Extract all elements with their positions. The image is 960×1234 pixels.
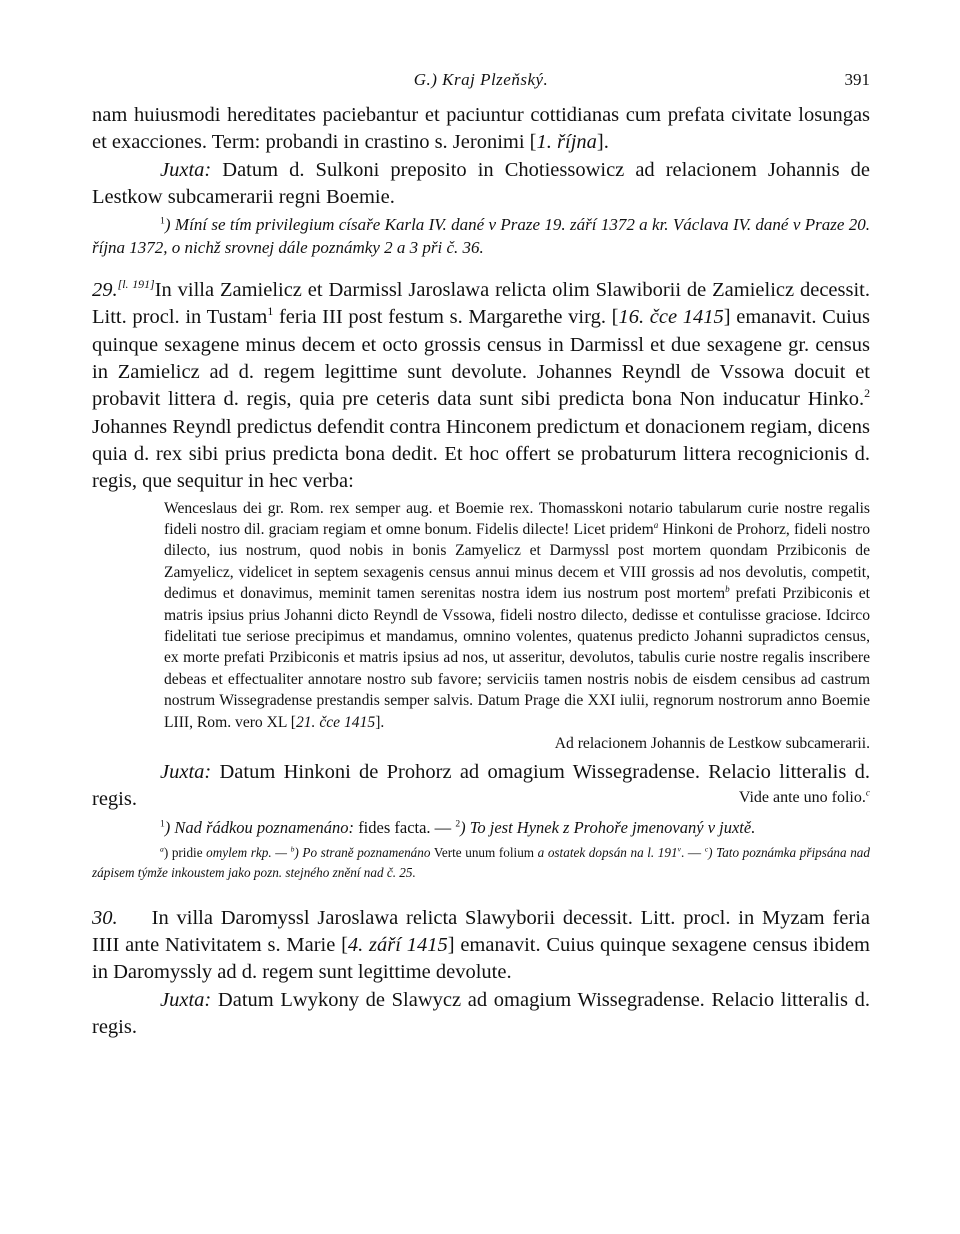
- page-number: 391: [844, 70, 870, 89]
- top-line-1: nam huiusmodi hereditates paciebantur et paciuntur cottidianas cum prefata civitate: [92, 104, 792, 126]
- juxta-30-text: Datum Lwykony de Slawycz ad omagium Wissegradense. Relacio litteralis d. regis.: [92, 988, 870, 1038]
- entry-29-text-4: Johannes Reyndl predictus defendit contra Hinconem predictum et donacionem regiam, dicens quia d. rex sibi prius predicta bona dedit. Et hoc offert se probaturum littera recognicionis d. regis, que sequitur in hec verba:: [92, 415, 870, 493]
- vide-note: Vide ante uno folio.$^c$: [738, 789, 870, 807]
- note-1-text: fides facta. —: [354, 817, 456, 837]
- juxta-30-label: Juxta:: [160, 988, 212, 1011]
- quote-text-3: prefati Przibiconis et matris ipsius prius Johanni dicto Reyndl de Vssowa, fideli nostro dilecto, dedisse et contulisse graciose. Idcirco fidelitati tue seriose precipimus et mandamus, omnino volentes, quatenus predicto Johanni supradictos census, ex morte prefati Przibiconis et matris ipsius ad nos, ut asseritur, devolutos, tabulis curie nostre regalis inscribere debeas et effectualiter annotare nostro sub favore; serviciis tamen nostris nobis de eisdem censibus ad castrum nostrum Wissegradense prestandis semper salvis. Datum Prage die XXI iulii, regnorum nostrorum anno Boemie LIII, Rom. vero XL [: [164, 585, 870, 731]
- note-2-text: ) To jest Hynek z Prohoře jmenovaný v juxtě.: [460, 817, 756, 837]
- juxta-29-text: Datum Hinkoni de Prohorz ad omagium Wissegradense. Relacio litteralis d. regis.: [92, 761, 870, 811]
- quote-signature: Ad relacionem Johannis de Lestkow subcamerarii.: [554, 735, 870, 753]
- top-juxta-text: Datum d. Sulkoni preposito in Chotiessowicz ad relacionem Johannis: [211, 158, 840, 181]
- quote-text-1: Wenceslaus dei gr. Rom. rex semper aug. et Boemie rex. Thomasskoni notario tabularum curie nostre regalis fideli nostro dil. graciam regiam et omne bonum. Fidelis dilecte! Licet pridem: [164, 499, 870, 538]
- note-ref-1: 1: [267, 304, 274, 319]
- footnote-marker: 1: [160, 215, 165, 227]
- running-title: G.) Kraj Plzeňský.: [413, 70, 549, 89]
- top-line-2a: losungas et exacciones. Term: probandi in crastino s. Jeronimi [: [92, 104, 871, 154]
- running-head: [92, 70, 870, 102]
- entry-29-text-1: In villa Zamielicz et Darmissl Jaroslawa relicta olim Slawiborii de Zamielicz decessit. Litt. procl. in Tustam: [92, 279, 871, 329]
- entry-number-29: 29.: [92, 279, 118, 302]
- entry-29-text-3: ] emanavit. Cuius quinque sexagene minus decem et octo grossis census in Darmissl et due sexagene gr. census in Zamielicz ad d. regem legittime sunt devolute. Johannes Reyndl de Vssowa docuit et probavit littera d. regis, quia pre ceteris data sunt sibi predicta bona Non inducatur Hinko.: [92, 306, 870, 411]
- top-paragraph: [92, 102, 870, 211]
- entry-number-30: 30.: [92, 906, 118, 929]
- crit-ref-a: a: [653, 519, 659, 530]
- royal-letter-quote: [164, 498, 870, 733]
- top-line-2c: ].: [596, 131, 609, 154]
- top-date: 1. října: [536, 131, 597, 154]
- crit-ref-b: b: [725, 584, 730, 594]
- entry-30: [92, 905, 870, 1041]
- note-2-marker: 2: [455, 818, 461, 830]
- juxta-label: Juxta:: [160, 158, 212, 181]
- quote-text-4: ].: [375, 713, 385, 731]
- entry-30-text-1: In villa Daromyssl Jaroslawa relicta Slawyborii decessit. Litt. procl. in Myzam feria IIII ante Nativitatem s. Marie [: [92, 906, 870, 956]
- footnote-top-text: ) Míní se tím privilegium císaře Karla IV. dané v Praze 19. září 1372 a kr. Václava IV. dané v Praze 20. října 1372, o nichž srovnej dále poznámky 2 a 3 při č. 36.: [92, 215, 870, 258]
- page: [92, 70, 870, 1041]
- entry-29-text-2: feria III post festum s. Margarethe virg. [: [273, 306, 619, 329]
- entry-29-date: 16. čce 1415: [618, 306, 724, 329]
- entry-30-date: 4. září 1415: [347, 933, 448, 956]
- entry-30-text-2: ] emanavit. Cuius quinque sexagene census ibidem in Daromyssly ad d. regem sunt legittime devolute.: [92, 933, 870, 984]
- critical-notes-29: $^a$) pridie omylem rkp. — $^b$) Po straně poznamenáno Verte unum folium a ostatek dopsán na l. 191$^v$. — $^c$) Tato poznámka připsána nad zápisem týmže inkoustem jako pozn. stejného znění nad č. 25.: [92, 844, 870, 880]
- footnote-top: [92, 213, 870, 259]
- note-ref-2: 2: [864, 386, 870, 401]
- top-line-4: de Lestkow subcamerarii regni Boemie.: [92, 158, 870, 208]
- juxta-29-label: Juxta:: [160, 761, 212, 784]
- note-1-label: ) Nad řádkou poznamenáno:: [164, 817, 355, 837]
- folio-ref: [l. 191]: [117, 277, 155, 292]
- entry-29: [92, 277, 870, 495]
- juxta-29: [92, 759, 870, 814]
- quote-date: 21. čce 1415: [295, 713, 376, 731]
- notes-29: [92, 816, 870, 839]
- quote-text-2: Hinkoni de Prohorz, fideli nostro dilecto, ius nostrum, quod nobis in bonis Zamyelicz et Darmyssl post mortem quondam Przibiconis de Zamyelicz, videlicet in septem sexagenis census annui minus decem et VIII grossis ad nos devolutis, competit, dedimus et donavimus, meminit tamen serenitas nostra idem ius nostrum post mortem: [164, 520, 870, 603]
- note-1-marker: 1: [160, 818, 165, 830]
